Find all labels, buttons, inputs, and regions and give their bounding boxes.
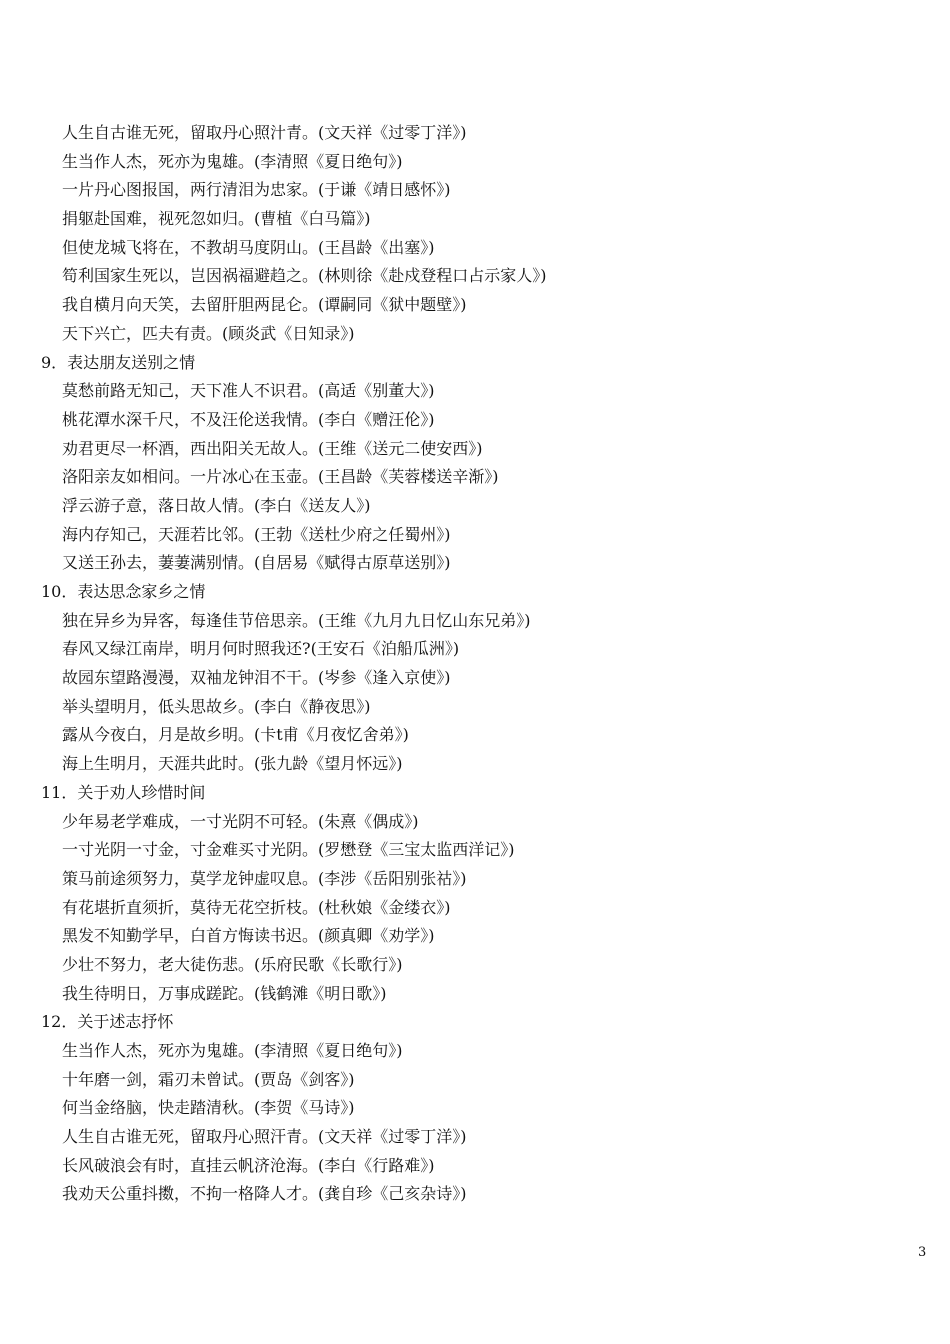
quote-line: 海内存知己，天涯若比邻。(王勃《送杜少府之任蜀州》)	[62, 524, 451, 544]
quote-line: 黑发不知勤学早，白首方悔读书迟。(颜真卿《劝学》)	[62, 926, 435, 946]
section-heading: 12．关于述志抒怀	[41, 1012, 174, 1032]
quote-line: 我自横月向天笑，去留肝胆两昆仑。(谭嗣同《狱中题壁》)	[62, 295, 467, 315]
document-body	[41, 119, 921, 1209]
quote-line: 桃花潭水深千尺，不及汪伦送我情。(李白《赠汪伦》)	[62, 409, 435, 429]
quote-line: 又送王孙去，萋萋满别情。(自居易《赋得古原草送别》)	[62, 553, 451, 573]
quote-line: 策马前途须努力，莫学龙钟虚叹息。(李涉《岳阳别张祜》)	[62, 868, 467, 888]
quote-line: 独在异乡为异客，每逢佳节倍思亲。(王维《九月九日忆山东兄弟》)	[62, 610, 531, 630]
quote-line: 浮云游子意，落日故人情。(李白《送友人》)	[62, 495, 371, 515]
quote-line: 何当金络脑，快走踏清秋。(李贺《马诗》)	[62, 1098, 355, 1118]
section-heading: 10．表达思念家乡之情	[41, 582, 206, 601]
quote-line: 十年磨一剑，霜刃未曾试。(贾岛《剑客》)	[62, 1069, 355, 1089]
section-heading: 9．表达朋友送别之情	[41, 352, 196, 372]
quote-line: 长风破浪会有时，直挂云帆济沧海。(李白《行路难》)	[62, 1155, 435, 1175]
page-number: 3	[918, 1245, 927, 1260]
quote-line: 一寸光阴一寸金，寸金难买寸光阴。(罗懋登《三宝太监西洋记》)	[62, 840, 515, 860]
quote-line: 人生自古谁无死，留取丹心照汗青。(文天祥《过零丁洋》)	[62, 1127, 467, 1147]
quote-line: 有花堪折直须折，莫待无花空折枝。(杜秋娘《金缕衣》)	[62, 897, 451, 917]
quote-line: 海上生明月，天涯共此时。(张九龄《望月怀远》)	[62, 754, 403, 774]
quote-line: 露从今夜白，月是故乡明。(卡t甫《月夜忆舍弟》)	[62, 725, 409, 745]
quote-line: 洛阳亲友如相问。一片冰心在玉壶。(王昌龄《芙蓉楼送辛渐》)	[62, 467, 499, 487]
quote-line: 举头望明月，低头思故乡。(李白《静夜思》)	[62, 696, 371, 716]
quote-line: 一片丹心图报国，两行清泪为忠家。(于谦《靖日感怀》)	[62, 180, 451, 200]
quote-line: 但使龙城飞将在，不教胡马度阴山。(王昌龄《出塞》)	[62, 237, 435, 257]
quote-line: 生当作人杰，死亦为鬼雄。(李清照《夏日绝句》)	[62, 1041, 403, 1060]
quote-line: 春风又绿江南岸，明月何时照我还?(王安石《泊船瓜洲》)	[62, 639, 460, 659]
quote-line: 捐躯赴国难，视死忽如归。(曹植《白马篇》)	[62, 209, 371, 229]
quote-line: 劝君更尽一杯酒，西出阳关无故人。(王维《送元二使安西》)	[62, 438, 483, 458]
section-heading: 11．关于劝人珍惜时间	[41, 782, 206, 802]
quote-line: 生当作人杰，死亦为鬼雄。(李清照《夏日绝句》)	[62, 151, 403, 171]
quote-line: 人生自古谁无死，留取丹心照汁青。(文天祥《过零丁洋》)	[62, 123, 467, 142]
quote-line: 笱利国家生死以，岂因祸福避趋之。(林则徐《赴戍登程口占示家人》)	[62, 266, 547, 286]
quote-line: 少壮不努力，老大徒伤悲。(乐府民歌《长歌行》)	[62, 954, 403, 974]
quote-line: 故园东望路漫漫，双袖龙钟泪不干。(岑参《逢入京使》)	[62, 668, 451, 688]
quote-line: 莫愁前路无知己，天下准人不识君。(高适《别董大》)	[62, 381, 435, 401]
quote-line: 天下兴亡，匹夫有责。(顾炎武《日知录》)	[62, 323, 355, 343]
quote-line: 我生待明日，万事成蹉跎。(钱鹤滩《明日歌》)	[62, 983, 387, 1003]
quote-line: 我劝天公重抖擞，不拘一格降人才。(龚自珍《己亥杂诗》)	[62, 1184, 467, 1204]
quote-line: 少年易老学难成，一寸光阴不可轻。(朱熹《偶成》)	[62, 811, 419, 831]
